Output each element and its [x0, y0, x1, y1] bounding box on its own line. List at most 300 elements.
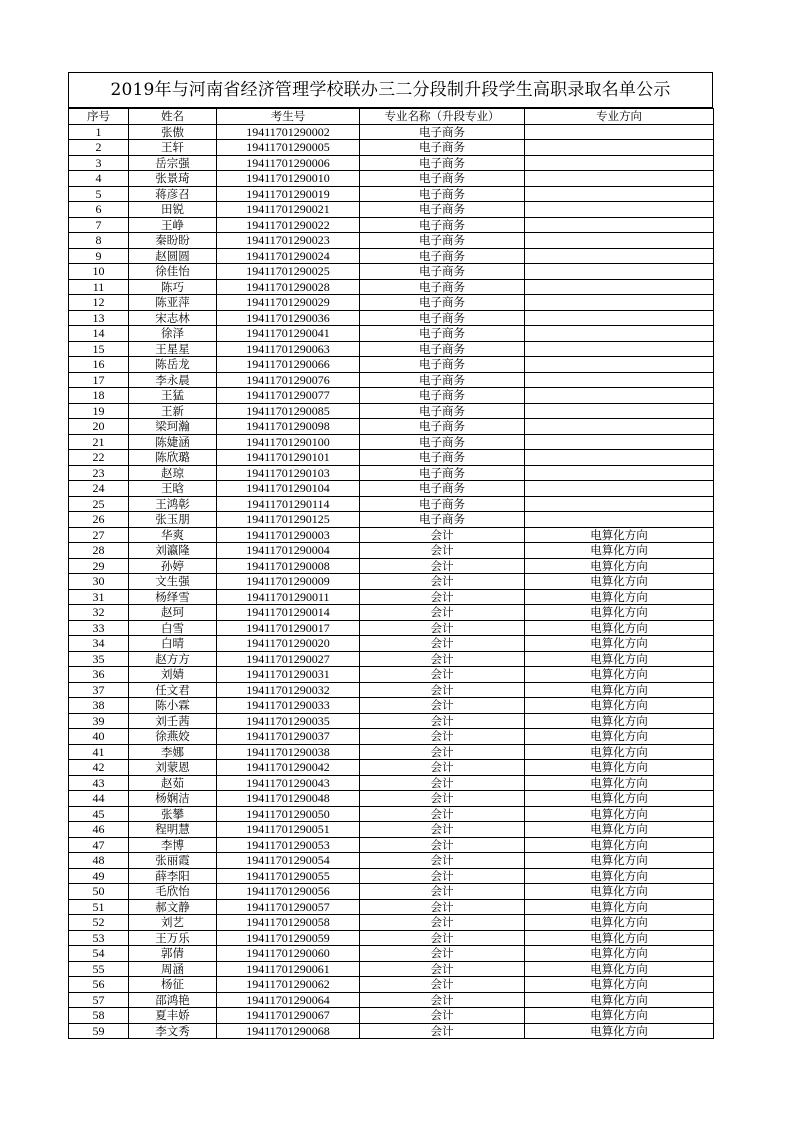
table-row	[69, 915, 714, 931]
cell-seq: 26	[69, 512, 129, 528]
cell-name: 赵珂	[129, 605, 217, 621]
cell-direction: 电算化方向	[525, 698, 714, 714]
cell-exam-id: 19411701290076	[217, 372, 360, 388]
cell-major: 会计	[360, 713, 525, 729]
cell-major: 电子商务	[360, 326, 525, 342]
cell-exam-id: 19411701290022	[217, 217, 360, 233]
table-row	[69, 899, 714, 915]
cell-seq: 1	[69, 124, 129, 140]
cell-major: 会计	[360, 574, 525, 590]
cell-direction	[525, 124, 714, 140]
cell-direction: 电算化方向	[525, 868, 714, 884]
cell-direction: 电算化方向	[525, 946, 714, 962]
cell-exam-id: 19411701290024	[217, 248, 360, 264]
cell-name: 王峥	[129, 217, 217, 233]
table-row	[69, 264, 714, 280]
header-major: 专业名称（升段专业）	[360, 109, 525, 125]
cell-major: 电子商务	[360, 155, 525, 171]
table-row	[69, 682, 714, 698]
cell-name: 白雪	[129, 620, 217, 636]
cell-exam-id: 19411701290058	[217, 915, 360, 931]
cell-seq: 3	[69, 155, 129, 171]
cell-seq: 22	[69, 450, 129, 466]
cell-major: 会计	[360, 760, 525, 776]
table-row	[69, 961, 714, 977]
cell-seq: 58	[69, 1008, 129, 1024]
header-name: 姓名	[129, 109, 217, 125]
cell-major: 会计	[360, 992, 525, 1008]
table-row	[69, 279, 714, 295]
cell-name: 张景琦	[129, 171, 217, 187]
cell-direction	[525, 357, 714, 373]
cell-seq: 23	[69, 465, 129, 481]
cell-exam-id: 19411701290021	[217, 202, 360, 218]
cell-seq: 15	[69, 341, 129, 357]
cell-exam-id: 19411701290085	[217, 403, 360, 419]
cell-direction: 电算化方向	[525, 837, 714, 853]
cell-name: 夏丰娇	[129, 1008, 217, 1024]
cell-seq: 35	[69, 651, 129, 667]
cell-name: 杨娴洁	[129, 791, 217, 807]
cell-direction	[525, 140, 714, 156]
cell-seq: 7	[69, 217, 129, 233]
cell-name: 刘蒙恩	[129, 760, 217, 776]
cell-major: 会计	[360, 744, 525, 760]
cell-name: 刘艺	[129, 915, 217, 931]
cell-exam-id: 19411701290038	[217, 744, 360, 760]
cell-major: 电子商务	[360, 264, 525, 280]
table-row	[69, 620, 714, 636]
cell-exam-id: 19411701290042	[217, 760, 360, 776]
cell-name: 陈婕涵	[129, 434, 217, 450]
cell-major: 电子商务	[360, 186, 525, 202]
cell-exam-id: 19411701290033	[217, 698, 360, 714]
cell-seq: 19	[69, 403, 129, 419]
table-row	[69, 543, 714, 559]
cell-seq: 8	[69, 233, 129, 249]
cell-name: 梁珂瀚	[129, 419, 217, 435]
cell-major: 电子商务	[360, 434, 525, 450]
cell-exam-id: 19411701290002	[217, 124, 360, 140]
cell-major: 会计	[360, 946, 525, 962]
cell-name: 杨绎雪	[129, 589, 217, 605]
cell-name: 郝文静	[129, 899, 217, 915]
cell-seq: 44	[69, 791, 129, 807]
table-row	[69, 295, 714, 311]
cell-major: 会计	[360, 977, 525, 993]
cell-exam-id: 19411701290098	[217, 419, 360, 435]
cell-direction	[525, 326, 714, 342]
cell-exam-id: 19411701290031	[217, 667, 360, 683]
cell-major: 会计	[360, 682, 525, 698]
table-row	[69, 202, 714, 218]
cell-exam-id: 19411701290028	[217, 279, 360, 295]
cell-major: 电子商务	[360, 512, 525, 528]
table-header-row	[69, 109, 714, 125]
cell-major: 会计	[360, 791, 525, 807]
cell-direction: 电算化方向	[525, 977, 714, 993]
cell-seq: 54	[69, 946, 129, 962]
table-row	[69, 837, 714, 853]
cell-major: 电子商务	[360, 341, 525, 357]
cell-name: 刘瀛隆	[129, 543, 217, 559]
table-row	[69, 450, 714, 466]
cell-major: 会计	[360, 667, 525, 683]
cell-exam-id: 19411701290048	[217, 791, 360, 807]
cell-name: 张丽霞	[129, 853, 217, 869]
cell-direction	[525, 248, 714, 264]
cell-major: 电子商务	[360, 217, 525, 233]
cell-seq: 21	[69, 434, 129, 450]
cell-direction: 电算化方向	[525, 729, 714, 745]
cell-direction: 电算化方向	[525, 558, 714, 574]
document-title: 2019年与河南省经济管理学校联办三二分段制升段学生高职录取名单公示	[68, 72, 713, 108]
table-row	[69, 357, 714, 373]
cell-direction	[525, 341, 714, 357]
cell-seq: 28	[69, 543, 129, 559]
cell-exam-id: 19411701290063	[217, 341, 360, 357]
cell-direction	[525, 388, 714, 404]
cell-major: 会计	[360, 930, 525, 946]
cell-direction: 电算化方向	[525, 822, 714, 838]
cell-major: 电子商务	[360, 481, 525, 497]
cell-direction: 电算化方向	[525, 1023, 714, 1039]
cell-seq: 12	[69, 295, 129, 311]
cell-direction: 电算化方向	[525, 961, 714, 977]
cell-major: 会计	[360, 636, 525, 652]
cell-name: 岳宗强	[129, 155, 217, 171]
cell-name: 蒋彦召	[129, 186, 217, 202]
cell-major: 会计	[360, 853, 525, 869]
cell-seq: 13	[69, 310, 129, 326]
cell-direction: 电算化方向	[525, 992, 714, 1008]
table-row	[69, 636, 714, 652]
cell-name: 王新	[129, 403, 217, 419]
cell-name: 王万乐	[129, 930, 217, 946]
cell-major: 会计	[360, 1008, 525, 1024]
table-row	[69, 155, 714, 171]
cell-direction	[525, 310, 714, 326]
cell-seq: 36	[69, 667, 129, 683]
cell-exam-id: 19411701290067	[217, 1008, 360, 1024]
cell-direction: 电算化方向	[525, 884, 714, 900]
table-row	[69, 496, 714, 512]
cell-direction: 电算化方向	[525, 636, 714, 652]
cell-exam-id: 19411701290064	[217, 992, 360, 1008]
cell-name: 陈岳龙	[129, 357, 217, 373]
cell-major: 会计	[360, 543, 525, 559]
cell-major: 电子商务	[360, 465, 525, 481]
cell-exam-id: 19411701290014	[217, 605, 360, 621]
table-row	[69, 853, 714, 869]
cell-name: 周涵	[129, 961, 217, 977]
cell-direction: 电算化方向	[525, 605, 714, 621]
table-row	[69, 574, 714, 590]
table-row	[69, 1008, 714, 1024]
table-row	[69, 868, 714, 884]
cell-exam-id: 19411701290011	[217, 589, 360, 605]
cell-exam-id: 19411701290041	[217, 326, 360, 342]
table-row	[69, 667, 714, 683]
cell-seq: 14	[69, 326, 129, 342]
cell-exam-id: 19411701290006	[217, 155, 360, 171]
cell-direction: 电算化方向	[525, 589, 714, 605]
table-row	[69, 481, 714, 497]
cell-direction: 电算化方向	[525, 806, 714, 822]
cell-direction	[525, 202, 714, 218]
table-row	[69, 744, 714, 760]
cell-name: 华爽	[129, 527, 217, 543]
cell-exam-id: 19411701290068	[217, 1023, 360, 1039]
cell-exam-id: 19411701290043	[217, 775, 360, 791]
table-row	[69, 822, 714, 838]
cell-exam-id: 19411701290009	[217, 574, 360, 590]
cell-name: 赵琼	[129, 465, 217, 481]
cell-exam-id: 19411701290059	[217, 930, 360, 946]
cell-major: 电子商务	[360, 124, 525, 140]
cell-major: 电子商务	[360, 202, 525, 218]
cell-exam-id: 19411701290050	[217, 806, 360, 822]
cell-name: 徐泽	[129, 326, 217, 342]
cell-direction	[525, 279, 714, 295]
cell-seq: 37	[69, 682, 129, 698]
cell-seq: 46	[69, 822, 129, 838]
cell-exam-id: 19411701290025	[217, 264, 360, 280]
cell-direction: 电算化方向	[525, 853, 714, 869]
cell-name: 薛李阳	[129, 868, 217, 884]
cell-name: 王晗	[129, 481, 217, 497]
cell-name: 文生强	[129, 574, 217, 590]
cell-name: 张攀	[129, 806, 217, 822]
cell-major: 电子商务	[360, 140, 525, 156]
header-seq: 序号	[69, 109, 129, 125]
cell-major: 会计	[360, 729, 525, 745]
cell-exam-id: 19411701290053	[217, 837, 360, 853]
cell-direction	[525, 496, 714, 512]
cell-seq: 5	[69, 186, 129, 202]
cell-major: 会计	[360, 698, 525, 714]
table-row	[69, 326, 714, 342]
cell-direction: 电算化方向	[525, 930, 714, 946]
cell-seq: 50	[69, 884, 129, 900]
cell-major: 电子商务	[360, 388, 525, 404]
cell-name: 陈小霖	[129, 698, 217, 714]
table-row	[69, 124, 714, 140]
cell-seq: 57	[69, 992, 129, 1008]
admission-table	[68, 108, 714, 1039]
cell-direction: 电算化方向	[525, 574, 714, 590]
cell-exam-id: 19411701290004	[217, 543, 360, 559]
cell-direction	[525, 372, 714, 388]
cell-major: 会计	[360, 884, 525, 900]
cell-seq: 9	[69, 248, 129, 264]
cell-name: 徐燕姣	[129, 729, 217, 745]
cell-major: 电子商务	[360, 450, 525, 466]
cell-name: 李娜	[129, 744, 217, 760]
cell-major: 会计	[360, 915, 525, 931]
cell-direction	[525, 512, 714, 528]
table-row	[69, 171, 714, 187]
cell-exam-id: 19411701290027	[217, 651, 360, 667]
cell-seq: 41	[69, 744, 129, 760]
cell-exam-id: 19411701290100	[217, 434, 360, 450]
cell-exam-id: 19411701290035	[217, 713, 360, 729]
table-row	[69, 388, 714, 404]
table-row	[69, 419, 714, 435]
cell-direction	[525, 264, 714, 280]
cell-name: 王星星	[129, 341, 217, 357]
cell-exam-id: 19411701290037	[217, 729, 360, 745]
cell-direction: 电算化方向	[525, 543, 714, 559]
table-body	[69, 124, 714, 1039]
table-row	[69, 791, 714, 807]
cell-exam-id: 19411701290003	[217, 527, 360, 543]
cell-name: 赵茹	[129, 775, 217, 791]
cell-major: 会计	[360, 527, 525, 543]
cell-direction	[525, 419, 714, 435]
table-row	[69, 775, 714, 791]
cell-exam-id: 19411701290036	[217, 310, 360, 326]
cell-exam-id: 19411701290056	[217, 884, 360, 900]
cell-direction	[525, 217, 714, 233]
table-row	[69, 310, 714, 326]
cell-direction: 电算化方向	[525, 667, 714, 683]
cell-name: 李博	[129, 837, 217, 853]
table-row	[69, 140, 714, 156]
cell-direction	[525, 171, 714, 187]
cell-major: 电子商务	[360, 419, 525, 435]
cell-major: 会计	[360, 605, 525, 621]
cell-seq: 40	[69, 729, 129, 745]
cell-major: 会计	[360, 651, 525, 667]
cell-exam-id: 19411701290125	[217, 512, 360, 528]
table-row	[69, 1023, 714, 1039]
cell-name: 郭倩	[129, 946, 217, 962]
cell-exam-id: 19411701290032	[217, 682, 360, 698]
cell-seq: 17	[69, 372, 129, 388]
cell-exam-id: 19411701290017	[217, 620, 360, 636]
cell-exam-id: 19411701290023	[217, 233, 360, 249]
cell-direction: 电算化方向	[525, 915, 714, 931]
cell-major: 电子商务	[360, 295, 525, 311]
cell-major: 电子商务	[360, 310, 525, 326]
cell-exam-id: 19411701290010	[217, 171, 360, 187]
cell-name: 刘婧	[129, 667, 217, 683]
table-row	[69, 248, 714, 264]
cell-exam-id: 19411701290029	[217, 295, 360, 311]
cell-exam-id: 19411701290054	[217, 853, 360, 869]
cell-seq: 24	[69, 481, 129, 497]
table-row	[69, 992, 714, 1008]
cell-seq: 45	[69, 806, 129, 822]
header-direction: 专业方向	[525, 109, 714, 125]
cell-seq: 48	[69, 853, 129, 869]
cell-seq: 43	[69, 775, 129, 791]
cell-direction: 电算化方向	[525, 775, 714, 791]
table-row	[69, 465, 714, 481]
cell-seq: 59	[69, 1023, 129, 1039]
cell-seq: 38	[69, 698, 129, 714]
cell-seq: 11	[69, 279, 129, 295]
cell-exam-id: 19411701290062	[217, 977, 360, 993]
cell-exam-id: 19411701290060	[217, 946, 360, 962]
table-row	[69, 589, 714, 605]
cell-exam-id: 19411701290077	[217, 388, 360, 404]
cell-exam-id: 19411701290061	[217, 961, 360, 977]
cell-seq: 33	[69, 620, 129, 636]
cell-exam-id: 19411701290101	[217, 450, 360, 466]
cell-seq: 16	[69, 357, 129, 373]
cell-name: 邵鸿艳	[129, 992, 217, 1008]
cell-name: 张傲	[129, 124, 217, 140]
table-row	[69, 434, 714, 450]
cell-direction: 电算化方向	[525, 791, 714, 807]
cell-seq: 55	[69, 961, 129, 977]
cell-seq: 29	[69, 558, 129, 574]
cell-name: 赵方方	[129, 651, 217, 667]
cell-direction: 电算化方向	[525, 744, 714, 760]
cell-direction: 电算化方向	[525, 620, 714, 636]
cell-direction	[525, 403, 714, 419]
table-row	[69, 977, 714, 993]
cell-seq: 32	[69, 605, 129, 621]
cell-name: 田锐	[129, 202, 217, 218]
table-row	[69, 729, 714, 745]
cell-name: 王轩	[129, 140, 217, 156]
cell-direction	[525, 481, 714, 497]
table-row	[69, 403, 714, 419]
cell-seq: 34	[69, 636, 129, 652]
cell-name: 赵圆圆	[129, 248, 217, 264]
cell-direction	[525, 465, 714, 481]
cell-major: 会计	[360, 822, 525, 838]
cell-major: 电子商务	[360, 233, 525, 249]
cell-seq: 2	[69, 140, 129, 156]
cell-exam-id: 19411701290103	[217, 465, 360, 481]
cell-major: 会计	[360, 837, 525, 853]
cell-seq: 20	[69, 419, 129, 435]
table-row	[69, 372, 714, 388]
cell-seq: 51	[69, 899, 129, 915]
table-row	[69, 605, 714, 621]
cell-direction	[525, 155, 714, 171]
cell-major: 会计	[360, 589, 525, 605]
cell-direction	[525, 450, 714, 466]
cell-major: 电子商务	[360, 496, 525, 512]
table-row	[69, 806, 714, 822]
table-row	[69, 186, 714, 202]
cell-exam-id: 19411701290051	[217, 822, 360, 838]
cell-major: 电子商务	[360, 357, 525, 373]
cell-seq: 53	[69, 930, 129, 946]
cell-seq: 6	[69, 202, 129, 218]
cell-direction: 电算化方向	[525, 899, 714, 915]
cell-exam-id: 19411701290008	[217, 558, 360, 574]
table-row	[69, 946, 714, 962]
cell-name: 陈巧	[129, 279, 217, 295]
cell-name: 王鸿彰	[129, 496, 217, 512]
cell-name: 宋志林	[129, 310, 217, 326]
cell-seq: 4	[69, 171, 129, 187]
cell-seq: 18	[69, 388, 129, 404]
cell-direction: 电算化方向	[525, 682, 714, 698]
table-row	[69, 341, 714, 357]
cell-major: 会计	[360, 868, 525, 884]
cell-name: 刘壬茜	[129, 713, 217, 729]
cell-exam-id: 19411701290114	[217, 496, 360, 512]
table-row	[69, 884, 714, 900]
cell-exam-id: 19411701290055	[217, 868, 360, 884]
